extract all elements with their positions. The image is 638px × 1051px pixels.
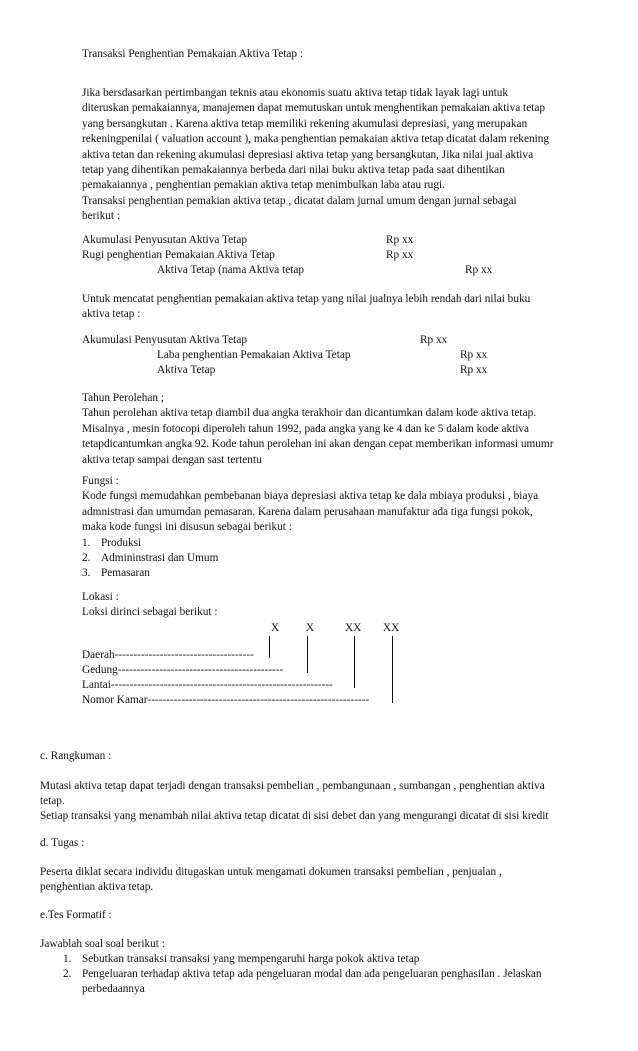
journal-debit-amount: Rp xx	[420, 334, 448, 346]
connector-line	[354, 636, 355, 688]
question-text: perbedaannya	[82, 983, 145, 995]
code-row-daerah: Daerah-------------------------------------	[82, 649, 254, 661]
text-line: Kode fungsi memudahkan pembebanan biaya depresiasi aktiva tetap ke dala mbiaya produksi , biaya	[82, 490, 539, 503]
journal-debit-amount: Rp xx	[386, 234, 414, 246]
question-text: Sebutkan transaksi transaksi yang mempengaruhi harga pokok aktiva tetap	[82, 953, 420, 965]
list-item	[82, 536, 142, 551]
text-line: Peserta diklat secara individu ditugaskan untuk mengamati dokumen transaksi pembelian , penjualan ,	[40, 866, 502, 878]
journal-debit-label: Rugi penghentian Pemakaian Aktiva Tetap	[82, 249, 275, 261]
code-segment-gedung: X	[306, 622, 315, 634]
journal-credit-label: Laba penghentian Pemakaian Aktiva Tetap	[157, 349, 351, 361]
text-line: rekeningpenilai ( valuation account ), maka penghentian pemakaian aktiva tetap dicatat dalam rekening	[82, 133, 550, 146]
text-line: tetapdicantumkan angka 92. Kode tahun perolehan ini akan dengan cepat memberikan informasi umumr	[82, 438, 554, 451]
text-line: Jawablah soal soal berikut :	[40, 938, 165, 950]
list-text: Admininstrasi dan Umum	[101, 552, 219, 564]
list-number: 3.	[82, 567, 91, 580]
journal-credit-amount: Rp xx	[460, 364, 488, 376]
journal-debit-label: Akumulasi Penyusutan Aktiva Tetap	[82, 234, 247, 246]
section-heading: d. Tugas :	[40, 837, 85, 849]
code-segment-lantai: XX	[345, 622, 362, 634]
text-line: Tahun perolehan aktiva tetap diambil dua angka terakhoir dan dicantumkan dalam kode aktiva tetap.	[82, 407, 537, 420]
text-line: pemakaiannya , penghentian pemakian aktiva tetap menimbulkan laba atau rugi.	[82, 179, 445, 192]
section-heading: Tahun Perolehan ;	[82, 392, 165, 404]
code-segment-kamar: XX	[383, 622, 400, 634]
journal-debit-label: Akumulasi Penyusutan Aktiva Tetap	[82, 334, 247, 346]
section-title: Transaksi Penghentian Pemakaian Aktiva Tetap :	[82, 48, 304, 60]
text-line: maka kode fungsi ini disusun sebagai berikut :	[82, 521, 292, 534]
code-row-nomor-kamar: Nomor Kamar-----------------------------------------------------------	[82, 694, 370, 706]
text-line: Transaksi penghentian pemakian aktiva tetap , dicatat dalam jurnal umum dengan jurnal sebagai	[82, 194, 517, 207]
text-line: aktiva tetap :	[82, 308, 141, 321]
text-line: Setiap transaksi yang menambah nilai aktiva tetap dicatat di sisi debet dan yang mengurangi dicatat di sisi kredit	[40, 810, 549, 822]
question-number: 2.	[63, 968, 72, 980]
section-heading: c. Rangkuman :	[40, 750, 112, 762]
journal-credit-amount: Rp xx	[460, 349, 488, 361]
journal-credit-amount: Rp xx	[465, 264, 493, 276]
text-line: Mutasi aktiva tetap dapat terjadi dengan transaksi pembelian , pembangunaan , sumbangan , penghentian aktiva	[40, 780, 545, 792]
journal-debit-amount: Rp xx	[386, 249, 414, 261]
list-item	[82, 566, 150, 581]
text-line: Jika bersdasarkan pertimbangan teknis atau ekonomis suatu aktiva tetap tidak layak lagi untuk	[82, 87, 509, 99]
code-segment-daerah: X	[271, 622, 280, 634]
journal-credit-label: Aktiva Tetap	[157, 364, 216, 376]
list-text: Produksi	[101, 536, 142, 549]
text-line: berikut :	[82, 210, 120, 223]
text-line: tetap yang dihentikan pemakaiannya berbeda dari nilai buku aktiva tetap pada saat dihentikan	[82, 164, 505, 176]
section-heading: Lokasi :	[82, 591, 119, 603]
question-number: 1.	[63, 953, 72, 965]
text-line: Untuk mencatat penghentian pemakaian aktiva tetap yang nilai jualnya lebih rendah dari nilai buku	[82, 293, 531, 305]
text-line: Loksi dirinci sebagai berikut :	[82, 606, 218, 618]
journal-credit-label: Aktiva Tetap (nama Aktiva tetap	[157, 264, 305, 276]
code-row-gedung: Gedung--------------------------------------------	[82, 664, 284, 676]
connector-line	[307, 636, 308, 673]
text-line: penghentian aktiva tetap.	[40, 881, 154, 893]
text-line: Misalnya , mesin fotocopi diperoleh tahun 1992, pada angka yang ke 4 dan ke 5 dalam kode aktiva	[82, 422, 530, 435]
list-number: 1.	[82, 536, 91, 549]
list-item	[82, 551, 219, 566]
connector-line	[269, 636, 270, 658]
section-heading: Fungsi :	[82, 475, 119, 487]
text-line: aktiva tetap sampai dengan sast tertentu	[82, 453, 262, 466]
text-line: aktiva tetan dan rekening akumulasi depresiasi aktiva tetap yang bersangkutan, Jika nilai jual aktiva	[82, 148, 534, 161]
list-text: Pemasaran	[101, 567, 150, 580]
text-line: tetap.	[40, 795, 65, 807]
text-line: diteruskan pemakaiannya, manajemen dapat memutuskan untuk menghentikan pemakaian aktiva tetap	[82, 102, 546, 115]
text-line: admnistrasi dan umumdan pemasaran. Karena dalam perusahaan manufaktur ada tiga fungsi pokok,	[82, 505, 533, 518]
list-number: 2.	[82, 552, 91, 564]
section-heading: e.Tes Formatif :	[40, 909, 112, 921]
text-line: yang bersangkutan . Karena aktiva tetap memiliki rekening akumulasi depresiasi, yang merupakan	[82, 117, 528, 130]
question-text: Pengeluaran terhadap aktiva tetap ada pengeluaran modal dan ada pengeluaran penghasilan . Jelaskan	[82, 968, 542, 980]
connector-line	[392, 636, 393, 703]
code-row-lantai: Lantai-----------------------------------------------------------	[82, 679, 333, 691]
